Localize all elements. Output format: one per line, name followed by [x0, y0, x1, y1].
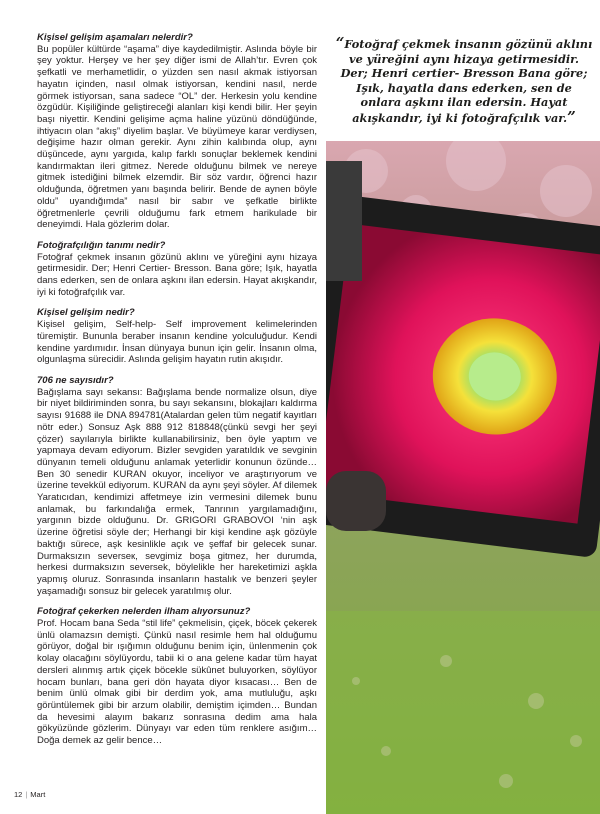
- footer-separator: |: [25, 790, 28, 799]
- section-heading: Fotoğrafçılığın tanımı nedir?: [37, 239, 166, 251]
- article-column: [37, 32, 317, 756]
- page-footer: [14, 790, 45, 799]
- section-body: Bu popüler kültürde “aşama” diye kaydedilmiştir. Aslında böyle bir şey yoktur. Herşey ve her şey diğer ismi de Allah’tır. Evren çok şefkatli ve merhametlidir, o yüzden sen nasıl akmak istiyorsan hayatın içinden, nasıl olmak istiyorsan, kendini nasıl, nerde görmek istiyorsan, sana sadece “OL” der. Herkesin yolu kendine özgüdür. Kişiliğinde geliştireceği alanları kişi kendi bilir. Her şeyin başı niyettir. Kendini gelişime açma haline yüzünü döndüğünde, ihtiyacın olan “akış” diyelim başlar. Ve büyümeye karar verdiysen, değişime hazır olman gerekir. Aynı zihin kalıbında olup, aynı düşüncede, aynı yargıda, kalıp farklı sonuçlar beklemek kendini kandırmaktan ileri gitmez. Nerede olduğunu bilmek ve nereye gitmek istediğini bilmek elzemdir. Bir söz vardır, öğrenci hazır olduğunda, öğretmen yanı başında belirir. Bende de aynen böyle oldu” uyandığımda” nasıl bir sabır ve şefkatle birlikte öğretmenlerle çevrili olduğumu fark etmem harikulade bir deneyimdi. Hala gözlerim dolar.: [37, 43, 317, 231]
- close-quote-mark: ”: [567, 107, 576, 126]
- section-heading: Kişisel gelişim nedir?: [37, 307, 135, 319]
- section-heading: 706 ne sayısıdır?: [37, 374, 114, 386]
- section-heading: Kişisel gelişim aşamaları nelerdir?: [37, 32, 193, 43]
- camera-flower-photo: [326, 141, 600, 814]
- section-heading: Fotoğraf çekerken nelerden ilham alıyorsunuz?: [37, 606, 251, 618]
- page-number: 12: [14, 790, 23, 799]
- section-body: Kişisel gelişim, Self-help- Self improvement kelimelerinden türemiştir. Bununla beraber insanın kendine yolculuğudur. Kendi kendine yardımıdır. İnsan dünyaya bunun için gelir. İnsanın olma, olgunlaşma sürecidir. Aslında gelişim hayatın rutin akışıdır.: [37, 319, 317, 366]
- open-quote-mark: “: [335, 34, 345, 52]
- section-body: Prof. Hocam bana Seda “stil life” çekmelisin, çiçek, böcek çekerek ünlü olamazsın demişti. Çünkü nasıl resimle hem hal olduğumu görüyor, doğal bir ışığımın olduğunu benim için, ünlenmenin çok kolay olacağını söylüyordu, tabii ki o ana gelene kadar tüm hayat dersleri alınmış artık çiçek böcekle sükûnet buluyorken, söylüyor hocam bunları, bana geri dön hayata diyor kısacası… Ben de benim ünlü olmak gibi bir derdim yok, ama mutluluğu, aşkı görüntülemek gibi bir arzum olabilir, demiştim içimden… Bundan da hevesimi alayım bakarız sonrasına dedim ama hala gökyüzünde gözlerim. Dünyayı var eden tüm renklere asığım…Doğa demek az gelir bence…: [37, 618, 317, 747]
- pull-quote: [334, 36, 594, 126]
- photo-illustration: [326, 141, 600, 814]
- section-body: Fotoğraf çekmek insanın gözünü aklını ve yüreğini aynı hizaya getirmesidir. Der; Henri Certier- Bresson. Bana göre; Işık, hayatla dans ederken, sen de onlara aşkını ilan edersin. Hayat akışkandır, iyi ki fotoğrafçılık var.: [37, 251, 317, 298]
- section-body: Bağışlama sayı sekansı: Bağışlama bende normalize olsun, diye bir niyet bildiriminden sonra, bu sayı sekansını, blokajları kaldırma sayısı 91688 ile DNA 894781(Atalardan gelen tüm negatif kayıtları nötr eder.) Sonsuz Aşk 888 912 818848(çünkü sevgi her şeyi çözer) sayılarıyla birlikte kullanabilirsiniz, ben öyle yaptım ve yapmaya devam ediyorum. Bizler sevgiden yaratıldık ve sevginin dünyanın temeli olduğunu anlamak yeterlidir konunun özünde… Ben 30 senedir KURAN okuyor, inceliyor ve araştırıyorum ve üzerine tevekkül ediyorum. KURAN da aynı şeyi söyler. Af dilemek Yaratıcıdan, kendimizi affetmeye izin vermesini dilemek bunu anlamak, bu farkındalığa ermek, Tanrının yargılamadığını, yargının bizde olduğunu. Dr. GRIGORI GRABOVOI ‘nin aşk üzerine öğretisi söyle der; Herhangi bir kişi kendine aşk gözüyle baktığı sürece, aşk kesinlikle açık ve şeffaf bir gelecek sunar. Durmaksızın severseк, sevgimiz boşa gitmez, her durumda, herkesi durmaksızın seversek, böylelikle her hareketimizi aşkla yapmış oluruz. Sonrasında insanların hastalık ve benzeri şeyler yaşamadığı sonsuz bir gelecek yaratılmış olur.: [37, 386, 317, 597]
- pull-quote-text: Fotoğraf çekmek insanın gözünü aklını ve yüreğini aynı hizaya getirmesidir. Der; Henri certier- Bresson Bana göre; Işık, hayatla dans ederken, sen de onlara aşkını ilan edersin. Hayat akışkandır, iyi ki fotoğrafçılık var.: [340, 37, 593, 125]
- issue-month: Mart: [30, 790, 46, 799]
